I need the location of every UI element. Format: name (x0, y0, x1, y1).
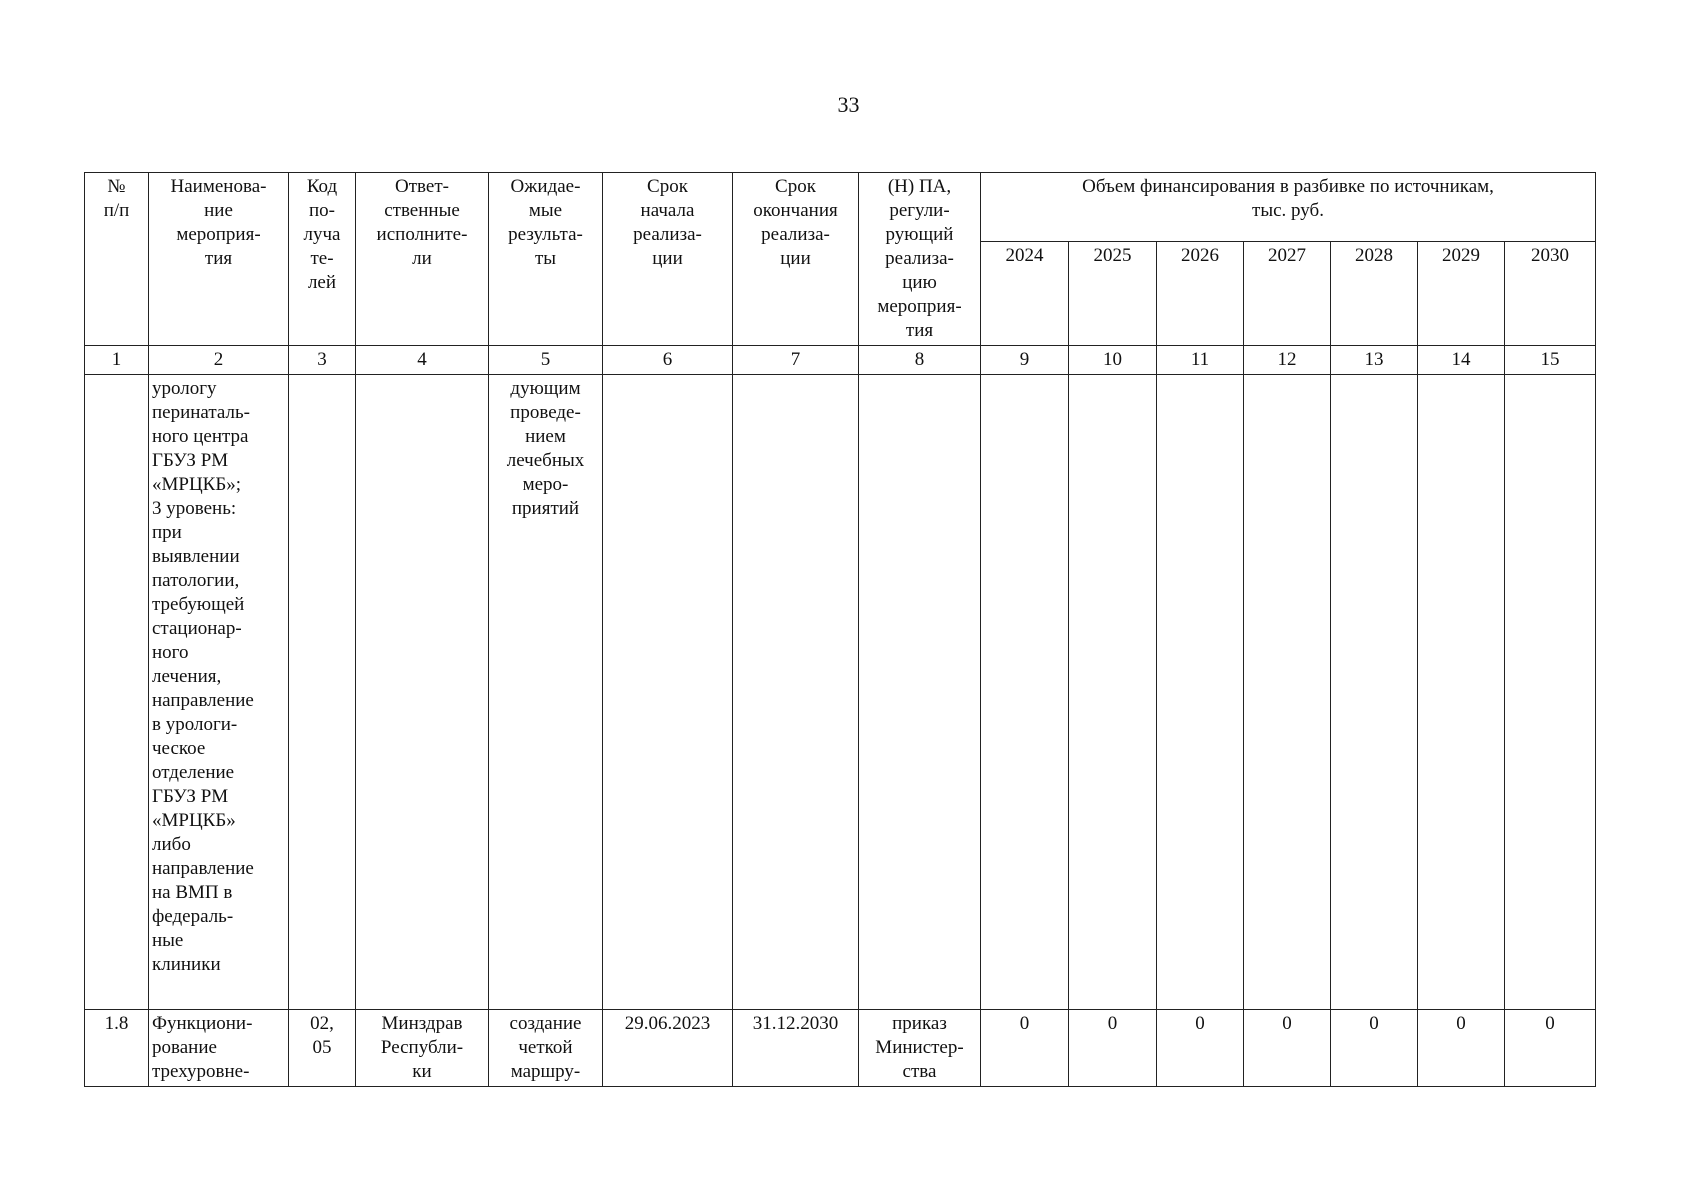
cell-value-2026: 0 (1157, 1010, 1244, 1087)
cell-empty (289, 375, 356, 1010)
cell-value-2027: 0 (1244, 1010, 1331, 1087)
column-number: 2 (149, 346, 289, 375)
cell-empty (1069, 375, 1157, 1010)
cell-npa: приказ Министер- ства (859, 1010, 981, 1087)
header-year-2025: 2025 (1069, 241, 1157, 345)
header-col-npa: (Н) ПА, регули- рующий реализа- цию мероприя- тия (859, 173, 981, 346)
header-year-2027: 2027 (1244, 241, 1331, 345)
cell-empty (1418, 375, 1505, 1010)
header-col-code: Код по- луча те- лей (289, 173, 356, 346)
column-number: 3 (289, 346, 356, 375)
column-number: 4 (356, 346, 489, 375)
header-col-end: Срок окончания реализа- ции (733, 173, 859, 346)
cell-start-date: 29.06.2023 (603, 1010, 733, 1087)
cell-value-2028: 0 (1331, 1010, 1418, 1087)
column-number: 9 (981, 346, 1069, 375)
column-number: 7 (733, 346, 859, 375)
cell-name-continued: урологу перинаталь- ного центра ГБУЗ РМ «МРЦКБ»; 3 уровень: при выявлении патологии, требующей стационар- ного лечения, направление в урологи- ческое отделение ГБУЗ РМ «МРЦКБ» либо направление на ВМП в федераль- ные клиники (149, 375, 289, 1010)
cell-value-2025: 0 (1069, 1010, 1157, 1087)
cell-empty (85, 375, 149, 1010)
header-col-start: Срок начала реализа- ции (603, 173, 733, 346)
column-number: 14 (1418, 346, 1505, 375)
header-col-expected: Ожидае- мые результа- ты (489, 173, 603, 346)
cell-value-2030: 0 (1505, 1010, 1596, 1087)
cell-end-date: 31.12.2030 (733, 1010, 859, 1087)
cell-empty (1157, 375, 1244, 1010)
program-table (84, 172, 1596, 1087)
cell-empty (981, 375, 1069, 1010)
table-row-continued (85, 375, 1596, 1010)
page-number: 33 (837, 92, 860, 117)
cell-empty (1244, 375, 1331, 1010)
cell-value-2024: 0 (981, 1010, 1069, 1087)
cell-empty (859, 375, 981, 1010)
column-number-row (85, 346, 1596, 375)
cell-responsible: Минздрав Республи- ки (356, 1010, 489, 1087)
header-row-top (85, 173, 1596, 242)
column-number: 5 (489, 346, 603, 375)
header-col-responsible: Ответ- ственные исполните- ли (356, 173, 489, 346)
column-number: 11 (1157, 346, 1244, 375)
cell-code: 02, 05 (289, 1010, 356, 1087)
header-col-num: № п/п (85, 173, 149, 346)
cell-empty (356, 375, 489, 1010)
table-row-1-8 (85, 1010, 1596, 1087)
cell-empty (1505, 375, 1596, 1010)
column-number: 10 (1069, 346, 1157, 375)
cell-empty (1331, 375, 1418, 1010)
column-number: 8 (859, 346, 981, 375)
cell-value-2029: 0 (1418, 1010, 1505, 1087)
header-year-2028: 2028 (1331, 241, 1418, 345)
column-number: 1 (85, 346, 149, 375)
cell-expected-continued: дующим проведе- нием лечебных меро- приятий (489, 375, 603, 1010)
column-number: 13 (1331, 346, 1418, 375)
header-col-name: Наименова- ние мероприя- тия (149, 173, 289, 346)
header-col-finance: Объем финансирования в разбивке по источникам, тыс. руб. (981, 173, 1596, 242)
column-number: 6 (603, 346, 733, 375)
cell-expected: создание четкой маршру- (489, 1010, 603, 1087)
cell-num: 1.8 (85, 1010, 149, 1087)
column-number: 15 (1505, 346, 1596, 375)
header-year-2030: 2030 (1505, 241, 1596, 345)
cell-empty (603, 375, 733, 1010)
column-number: 12 (1244, 346, 1331, 375)
header-year-2024: 2024 (981, 241, 1069, 345)
cell-name: Функциони- рование трехуровне- (149, 1010, 289, 1087)
header-year-2026: 2026 (1157, 241, 1244, 345)
header-year-2029: 2029 (1418, 241, 1505, 345)
cell-empty (733, 375, 859, 1010)
